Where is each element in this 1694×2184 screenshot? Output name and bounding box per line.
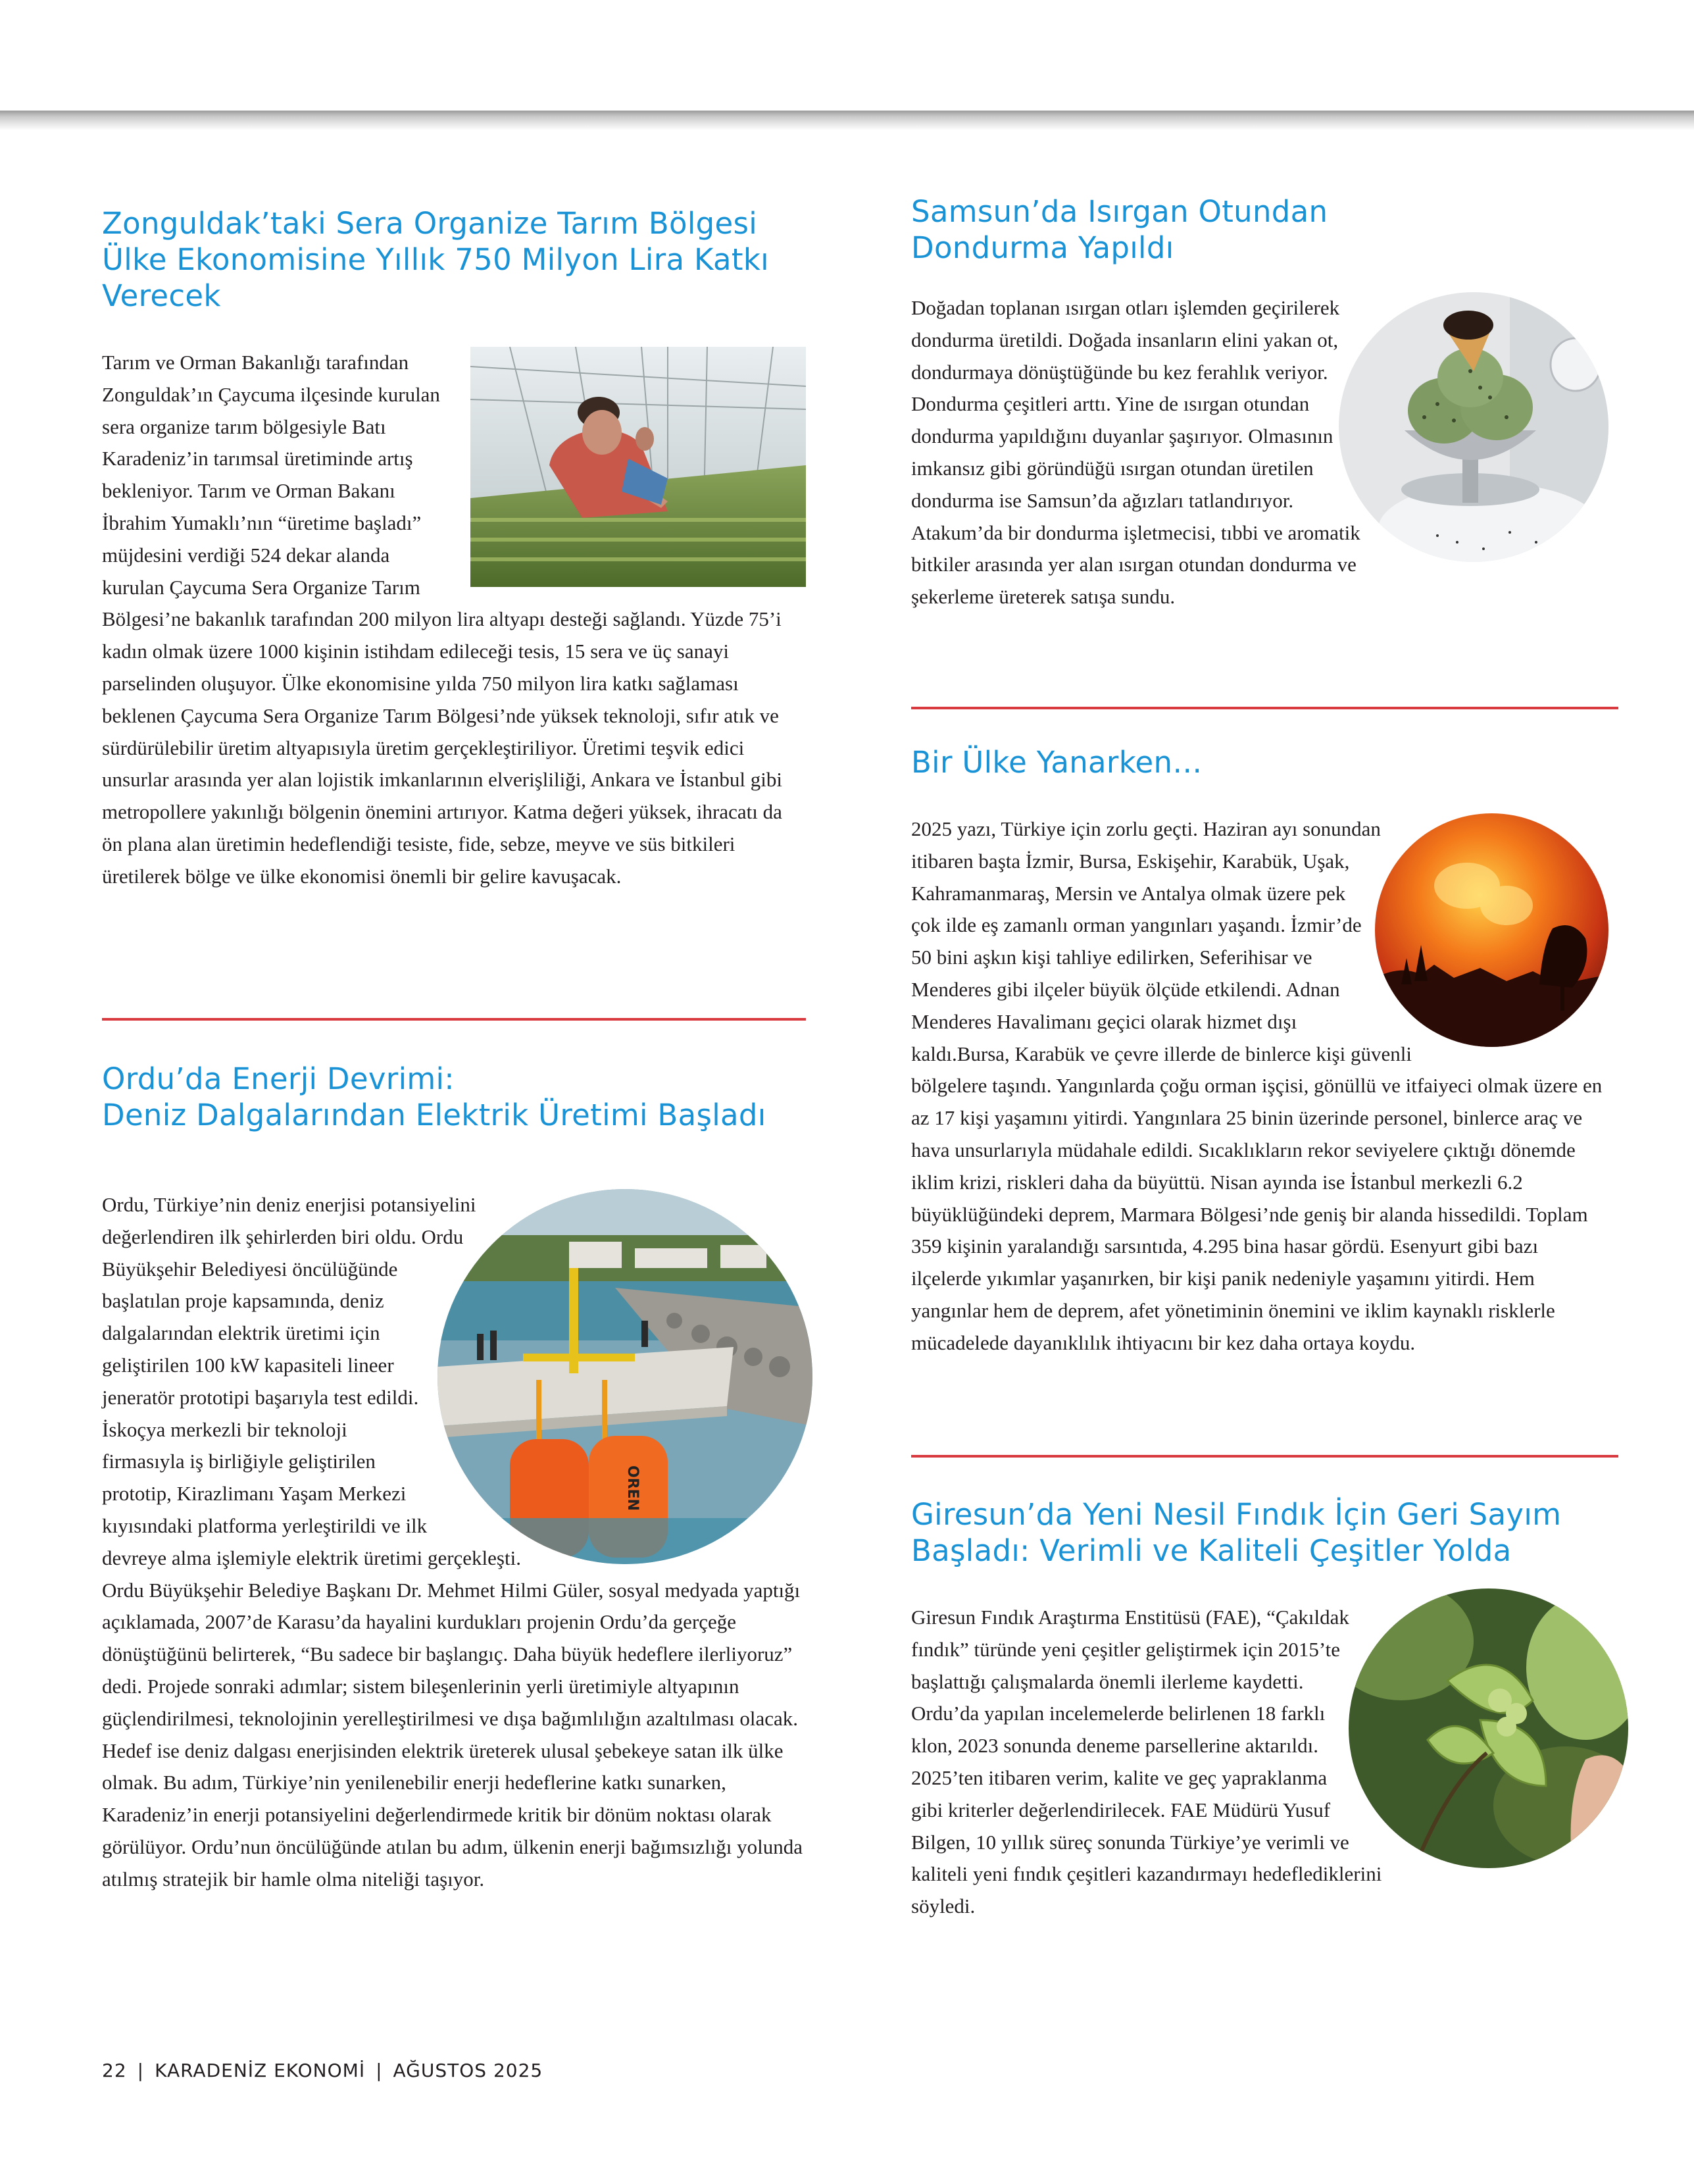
magazine-name: KARADENİZ EKONOMİ [155,2060,366,2081]
article-samsun [911,193,1618,613]
article-title: Giresun’da Yeni Nesil Fındık İçin Geri Sayım Başladı: Verimli ve Kaliteli Çeşitler Yolda [911,1497,1562,1568]
top-shadow-bar [0,111,1694,130]
article-title: Bir Ülke Yanarken… [911,745,1203,780]
hazelnut-photo [1349,1588,1628,1868]
wildfire-photo [1375,813,1608,1047]
greenhouse-photo [470,347,806,587]
article-ordu [102,1061,806,1896]
article-body: Ordu, Türkiye’nin deniz enerjisi potansiyelini değerlendiren ilk şehirlerden biri oldu. Ordu Büyükşehir Belediyesi öncülüğünde başlatılan proje kapsamında, deniz dalgalarından elektrik üretimi için geliştirilen 100 kW kapasiteli lineer jeneratör prototipi başarıyla test edildi. İskoçya merkezli bir teknoloji firmasıyla iş birliğiyle geliştirilen prototip, Kirazlimanı Yaşam Merkezi kıyısındaki platforma yerleştirildi ve ilk devreye alma işlemiyle elektrik üretimi gerçekleşti. Ordu Büyükşehir Belediye Başkanı Dr. Mehmet Hilmi Güler, sosyal medyada yaptığı açıklamada, 2007’de Karasu’da hayalini kurdukları projenin Ordu’da gerçeğe dönüştüğünü belirterek, “Bu sadece bir başlangıç. Daha büyük hedeflere ilerliyoruz” dedi. Projede sonraki adımlar; sistem bileşenlerinin yerli üretimiyle altyapının güçlendirilmesi, teknolojinin yerelleştirilmesi ve dışa bağımlılığın azaltılması olacak. Hedef ise deniz dalgası enerjisinden elektrik üreterek ulusal şebekeye satan ilk ülke olmak. Bu adım, Türkiye’nin yenilenebilir enerji hedeflerine katkı sunarken, Karadeniz’in enerji potansiyelini değerlendirmede kritik bir dönüm noktası olarak görülüyor. Ordu’nun öncülüğünde atılan bu adım, ülkenin enerji bağımsızlığı yolunda atılmış stratejik bir hamle olma niteliği taşıyor. [102,1193,803,1891]
article-giresun [911,1496,1618,1923]
article-body: Tarım ve Orman Bakanlığı tarafından Zonguldak’ın Çaycuma ilçesinde kurulan sera organize tarım bölgesiyle Batı Karadeniz’in tarımsal üretiminde artış bekleniyor. Tarım ve Orman Bakanı İbrahim Yumaklı’nın “üretime başladı” müjdesini verdiği 524 dekar alanda kurulan Çaycuma Sera Organize Tarım Bölgesi’ne bakanlık tarafından 200 milyon lira altyapı desteği sağlandı. Yüzde 75’i kadın olmak üzere 1000 kişinin istihdam edileceği tesis, 15 sera ve üç sanayi parselinden oluşuyor. Ülke ekonomisine yılda 750 milyon lira katkı sağlaması beklenen Çaycuma Sera Organize Tarım Bölgesi’nde yüksek teknoloji, sıfır atık ve sürdürülebilir üretim altyapısıyla üretim gerçekleştiriliyor. Üretimi teşvik edici unsurlar arasında yer alan lojistik imkanlarının elverişliliği, Ankara ve İstanbul gibi metropollere yakınlığı bölgenin önemini artırıyor. Katma değeri yüksek, ihracatı da ön plana alan üretimin hedeflendiği tesiste, fide, sebze, meyve ve süs bitkileri üretilerek bölge ve ülke ekonomisi önemli bir gelire kavuşacak. [102,351,782,888]
title-line-1: Ordu’da Enerji Devrimi: [102,1061,455,1096]
wave-energy-photo [437,1189,812,1564]
section-divider [911,1455,1618,1458]
buoy-label: OREN [624,1465,641,1511]
title-line-2: Deniz Dalgalarından Elektrik Üretimi Başladı [102,1098,766,1132]
footer-separator: | [376,2060,383,2081]
article-title: Zonguldak’taki Sera Organize Tarım Bölgesi Ülke Ekonomisine Yıllık 750 Milyon Lira Katkı Verecek [102,206,769,313]
article-yangin [911,744,1618,1359]
ice-cream-photo [1339,292,1608,562]
article-body: Doğadan toplanan ısırgan otları işlemden geçirilerek dondurma üretildi. Doğada insanların elini yakan ot, dondurmaya dönüştüğünde bu kez ferahlık veriyor. Dondurma çeşitleri arttı. Yine de ısırgan otundan dondurma yapıldığını duyanlar şaşırıyor. Olmasının imkansız gibi göründüğü ısırgan otundan üretilen dondurma ise Samsun’da ağızları tatlandırıyor. Atakum’da bir dondurma işletmecisi, tıbbi ve aromatik bitkiler arasında yer alan ısırgan otundan dondurma ve şekerleme üreterek satışa sundu. [911,296,1360,609]
page-number: 22 [102,2060,127,2081]
article-body: 2025 yazı, Türkiye için zorlu geçti. Haziran ayı sonundan itibaren başta İzmir, Bursa, Eskişehir, Karabük, Uşak, Kahramanmaraş, Mersin ve Antalya olmak üzere pek çok ilde eş zamanlı orman yangınları yaşandı. İzmir’de 50 bini aşkın kişi tahliye edilirken, Seferihisar ve Menderes gibi ilçeler büyük ölçüde etkilendi. Adnan Menderes Havalimanı geçici olarak hizmet dışı kaldı.Bursa, Karabük ve çevre illerde de binlerce kişi güvenli bölgelere taşındı. Yangınlarda çoğu orman işçisi, gönüllü ve itfaiyeci olmak üzere en az 17 kişi yaşamını yitirdi. Yangınlara 25 binin üzerinde personel, binlerce araç ve hava unsurlarıyla müdahale edildi. Sıcaklıkların rekor seviyelere çıktığı dönemde iklim krizi, riskleri daha da büyüttü. Nisan ayında ise İstanbul merkezli 6.2 büyüklüğündeki deprem, Marmara Bölgesi’nde geniş bir alanda hissedildi. Toplam 359 kişinin yaralandığı sarsıntıda, 4.295 bina hasar gördü. Esenyurt gibi bazı ilçelerde yıkımlar yaşanırken, bir kişi panik nedeniyle yaşamını yitirdi. Hem yangınlar hem de deprem, afet yönetiminin önemini ve iklim kaynaklı risklerle mücadelede dayanıklılık ihtiyacını bir kez daha ortaya koydu. [911,817,1603,1354]
article-title: Samsun’da Isırgan Otundan Dondurma Yapıldı [911,194,1328,265]
section-divider [102,1018,806,1021]
article-body: Giresun Fındık Araştırma Enstitüsü (FAE), “Çakıldak fındık” türünde yeni çeşitler geliştirmek için 2015’te başlattığı çalışmalarda önemli ilerleme kaydetti. Ordu’da yapılan incelemelerde belirlenen 18 farklı klon, 2023 sonunda deneme parsellerine aktarıldı. 2025’ten itibaren verim, kalite ve geç yapraklanma gibi kriterler değerlendirilecek. FAE Müdürü Yusuf Bilgen, 10 yıllık süreç sonunda Türkiye’ye verimli ve kaliteli yeni fındık çeşitleri kazandırmayı hedeflediklerini söyledi. [911,1606,1382,1918]
article-title [102,1061,806,1133]
page-footer [102,2060,543,2081]
article-zonguldak [102,205,806,893]
section-divider [911,707,1618,709]
issue-date: AĞUSTOS 2025 [393,2060,543,2081]
footer-separator: | [137,2060,145,2081]
